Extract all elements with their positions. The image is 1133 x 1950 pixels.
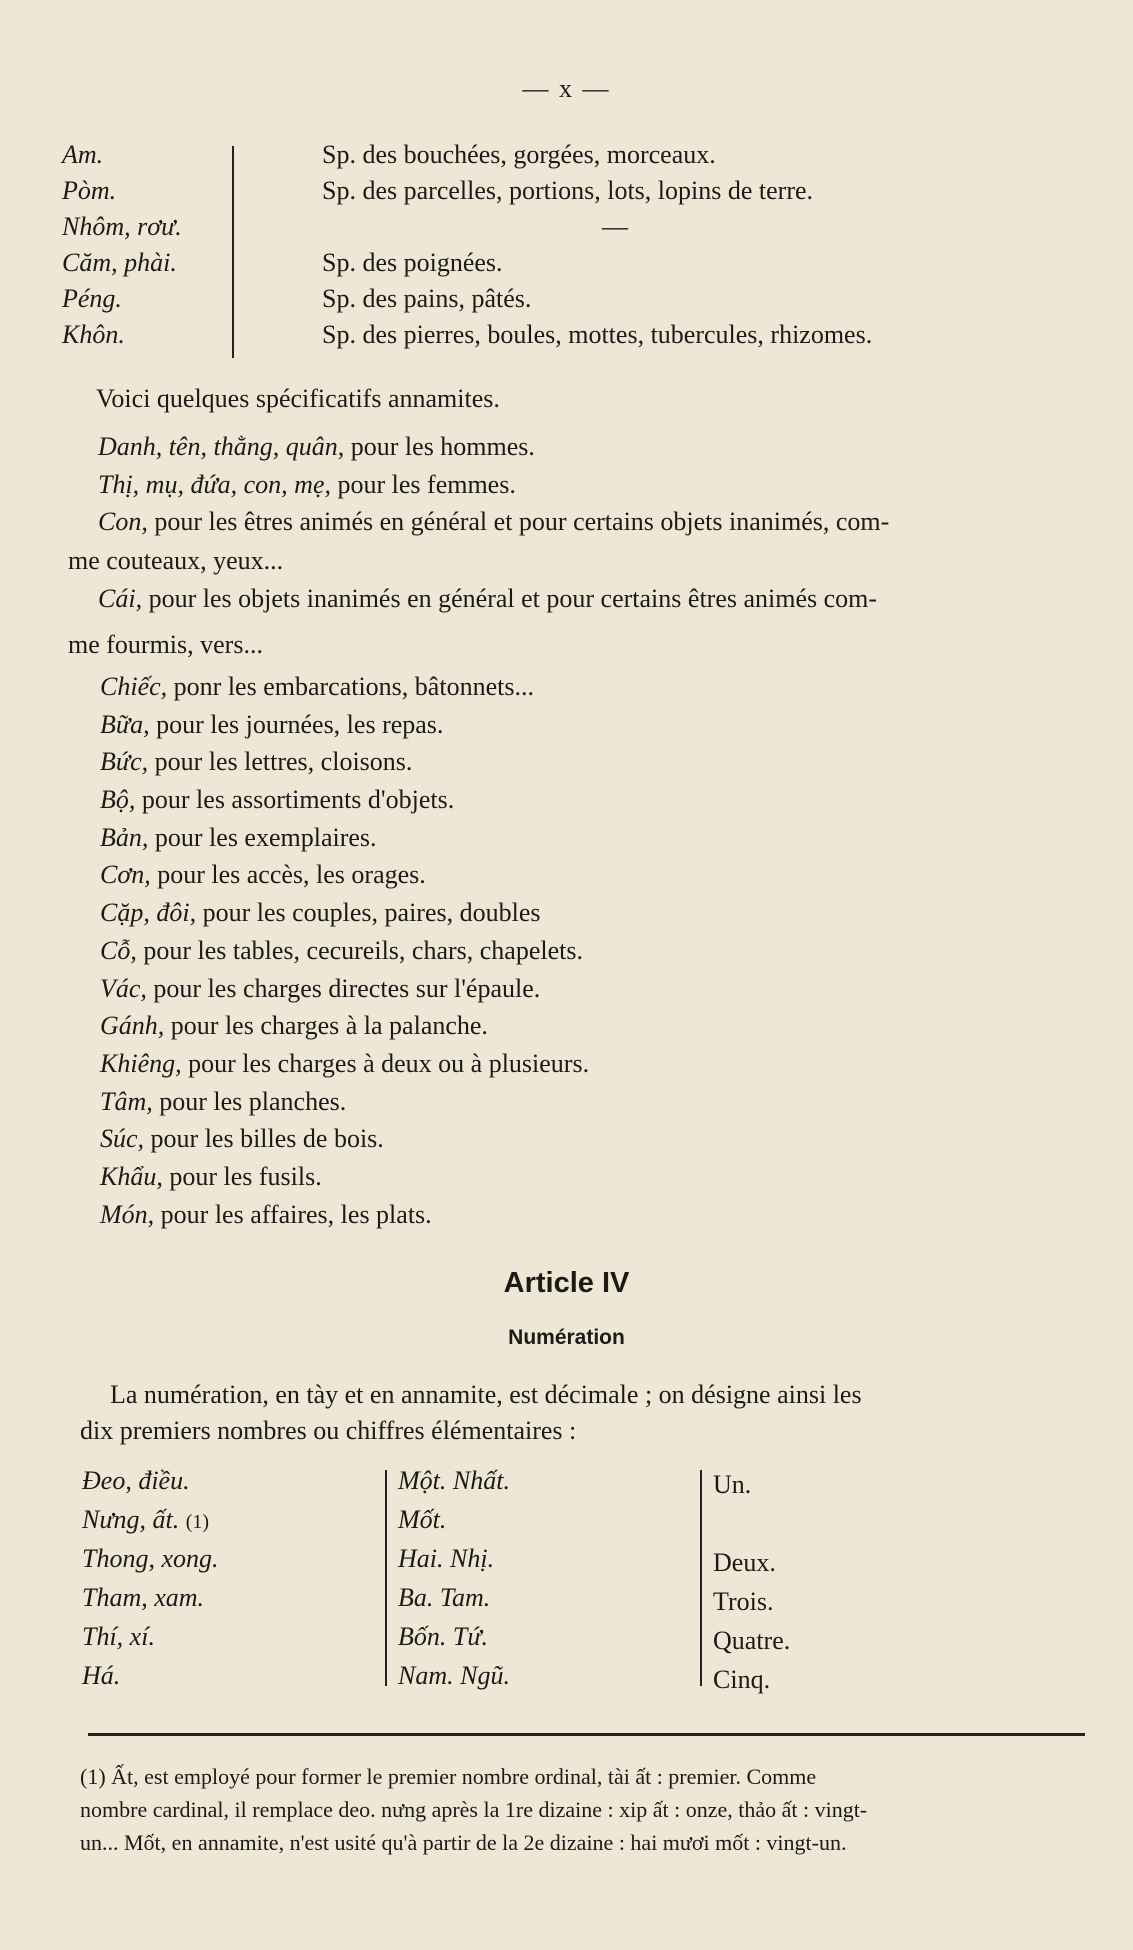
classifier-term: Danh, tên, thằng, quân, (98, 432, 345, 461)
numbers-annamite-column (398, 1466, 510, 1700)
number-tay (82, 1505, 219, 1544)
spec-term: Khôn. (62, 320, 125, 349)
footnote-line: (1) Ất, est employé pour former le premier nombre ordinal, tài ất : premier. Comme (80, 1764, 817, 1789)
classifier-term: Bộ, (100, 785, 136, 815)
number-tay: Há. (82, 1661, 121, 1690)
classifier-para (98, 507, 889, 537)
classifier-text: pour les journées, les repas. (149, 709, 444, 739)
number-tay: Tham, xam. (82, 1583, 205, 1612)
classifier-term: Súc, (100, 1124, 145, 1154)
spec-term: Căm, phài. (62, 248, 177, 277)
classifier-text: pour les femmes. (331, 470, 516, 499)
classifier-text: pour les tables, cecureils, chars, chapelets. (136, 935, 583, 965)
classifier-term: Bản, (100, 822, 149, 852)
classifier-text: pour les accès, les orages. (150, 860, 426, 890)
list-item (100, 1011, 589, 1049)
classifier-para-cont: me fourmis, vers... (68, 630, 263, 659)
number-french: Quatre. (713, 1626, 791, 1655)
classifier-term: Món, (100, 1199, 155, 1229)
footnote-ref: (1) (185, 1511, 210, 1533)
spec-term: Nhôm, rơư. (62, 212, 182, 241)
page-number: — x — (522, 74, 611, 103)
numbers-tay-column (82, 1466, 219, 1700)
list-item (100, 898, 589, 936)
article-title: Article IV (503, 1267, 630, 1299)
classifier-text: pour les affaires, les plats. (154, 1199, 432, 1229)
spec-def: Sp. des pierres, boules, mottes, tubercules, rhizomes. (322, 320, 873, 349)
list-item (100, 710, 589, 748)
spec-term: Pòm. (62, 176, 117, 205)
spec-def: Sp. des parcelles, portions, lots, lopins de terre. (322, 176, 814, 205)
footnote-rule (88, 1733, 1085, 1736)
spec-def: Sp. des bouchées, gorgées, morceaux. (322, 140, 716, 169)
number-annamite: Hai. Nhị. (398, 1544, 495, 1573)
footnote-line: nombre cardinal, il remplace deo. nưng après la 1re dizaine : xip ất : onze, thảo ất : vingt- (80, 1797, 868, 1822)
spec-column-rule (232, 146, 234, 358)
classifier-term: Bữa, (100, 709, 150, 739)
number-tay: Thong, xong. (82, 1544, 219, 1573)
list-item (100, 860, 589, 898)
classifier-term: Cái, (98, 584, 143, 613)
classifier-para (98, 470, 516, 500)
classifier-text: pour les couples, paires, doubles (196, 898, 541, 928)
spec-term: Am. (62, 140, 104, 169)
classifier-term: Con, (98, 507, 148, 536)
classifier-text: pour les hommes. (344, 432, 535, 461)
intro-paragraph: Voici quelques spécificatifs annamites. (96, 384, 500, 413)
classifier-term: Vác, (100, 973, 147, 1003)
list-item (100, 747, 589, 785)
classifier-text: pour les charges directes sur l'épaule. (146, 973, 541, 1003)
list-item (100, 1162, 589, 1200)
classifier-text: pour les êtres animés en général et pour certains objets inanimés, com- (147, 507, 890, 536)
classifier-term: Khiêng, (100, 1048, 182, 1078)
classifier-para (98, 584, 877, 614)
number-tay: Thí, xí. (82, 1622, 155, 1651)
numbers-french-column (713, 1470, 790, 1704)
classifier-text: pour les billes de bois. (144, 1124, 384, 1154)
classifier-term: Tâm, (100, 1086, 153, 1116)
list-item (100, 974, 589, 1012)
spec-def: Sp. des pains, pâtés. (322, 284, 532, 313)
classifier-term: Thị, mụ, đứa, con, mẹ, (98, 470, 331, 499)
number-french: Deux. (713, 1548, 776, 1577)
classifier-term: Cỗ, (100, 935, 137, 965)
list-item (100, 672, 589, 710)
footnote-line: un... Mốt, en annamite, n'est usité qu'à partir de la 2e dizaine : hai mươi mốt : vingt-un. (80, 1830, 847, 1855)
classifier-term: Cơn, (100, 860, 151, 890)
spec-def: Sp. des poignées. (322, 248, 503, 277)
number-annamite: Nam. Ngũ. (398, 1661, 510, 1690)
classifier-term: Cặp, đôi, (100, 898, 197, 928)
number-annamite: Ba. Tam. (398, 1583, 491, 1612)
classifier-para (98, 432, 535, 462)
number-column-rule (385, 1470, 387, 1686)
number-annamite: Mốt. (398, 1505, 447, 1534)
classifier-text: pour les objets inanimés en général et pour certains êtres animés com- (142, 584, 878, 613)
classifier-text: pour les planches. (152, 1086, 347, 1116)
number-french: Trois. (713, 1587, 774, 1616)
classifier-term: Khẩu, (100, 1161, 163, 1191)
numeration-intro: La numération, en tày et en annamite, est décimale ; on désigne ainsi les (110, 1380, 862, 1409)
number-tay: Đeo, điều. (82, 1466, 190, 1495)
number-column-rule (700, 1470, 702, 1686)
spec-def: — (602, 212, 628, 241)
classifier-text: pour les charges à deux ou à plusieurs. (181, 1048, 590, 1078)
number-tay-text: Nưng, ất. (82, 1505, 180, 1534)
number-annamite: Bốn. Tứ. (398, 1622, 489, 1651)
classifier-term: Bức, (100, 747, 149, 777)
classifier-text: pour les charges à la palanche. (164, 1011, 488, 1041)
footnote (80, 1760, 1090, 1859)
classifier-text: pour les fusils. (162, 1161, 322, 1191)
classifier-text: pour les exemplaires. (148, 822, 377, 852)
classifier-text: pour les lettres, cloisons. (148, 747, 413, 777)
spec-term: Péng. (62, 284, 122, 313)
classifier-para-cont: me couteaux, yeux... (68, 546, 284, 575)
number-french: Un. (713, 1470, 752, 1499)
number-annamite: Một. Nhất. (398, 1466, 510, 1495)
list-item (100, 1124, 589, 1162)
classifier-text: pour les assortiments d'objets. (135, 785, 455, 815)
list-item (100, 823, 589, 861)
classifier-text: ponr les embarcations, bâtonnets... (167, 672, 534, 701)
number-french: Cinq. (713, 1665, 771, 1694)
classifier-list (100, 672, 589, 1237)
numeration-intro-cont: dix premiers nombres ou chiffres élémentaires : (80, 1416, 577, 1445)
list-item (100, 936, 589, 974)
classifier-term: Chiếc, (100, 672, 168, 701)
list-item (100, 1049, 589, 1087)
classifier-term: Gánh, (100, 1011, 165, 1041)
number-french (713, 1509, 790, 1548)
list-item (100, 785, 589, 823)
list-item (100, 1087, 589, 1125)
list-item (100, 1200, 589, 1238)
article-subtitle: Numération (508, 1326, 625, 1349)
